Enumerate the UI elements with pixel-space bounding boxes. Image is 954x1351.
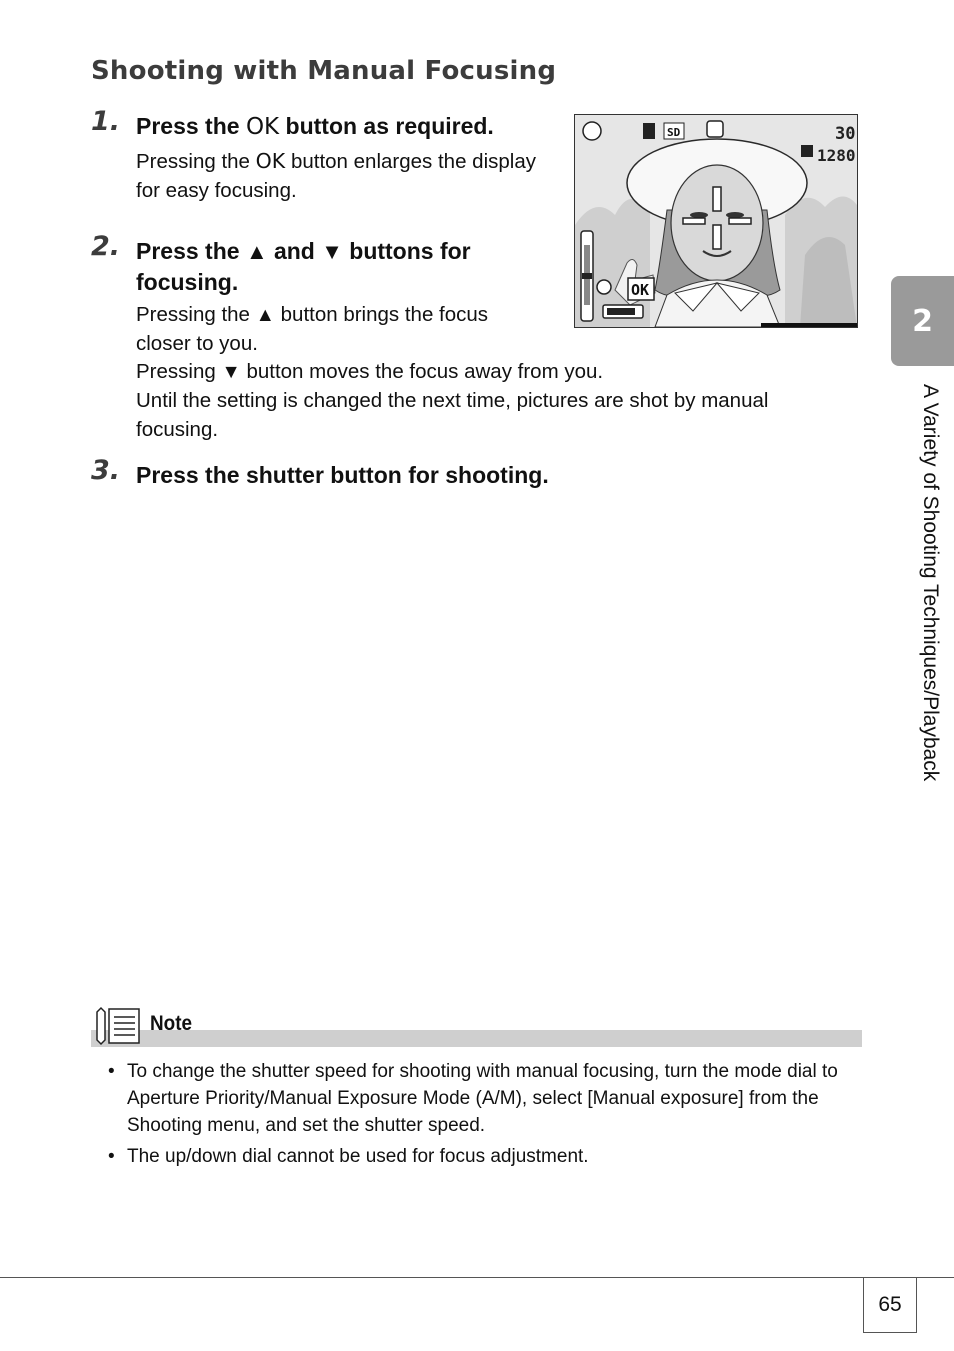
remaining-shots: 30 [835,124,856,144]
step-1-body: Pressing the OK button enlarges the display for easy focusing. [136,149,536,202]
note-label: Note [150,1012,193,1035]
step-2-heading: Press the ▲ and ▼ buttons for focusing. [136,238,471,295]
chapter-tab: 2 [891,276,954,366]
chapter-title: A Variety of Shooting Techniques/Playback [919,384,942,782]
step-3-heading: Press the shutter button for shooting. [136,462,549,488]
footer-divider [0,1277,954,1278]
step-2-body: Pressing the ▲ button brings the focus closer to you. Pressing ▼ button moves the focus away from you. Until the setting is changed the next time, pictures are shot by manual focusing. [136,303,769,441]
step-3-number: 3. [91,455,121,486]
section-title: Shooting with Manual Focusing [91,56,557,86]
note-header-bar [91,1030,862,1047]
step-1-heading: Press the OK button as required. [136,113,494,140]
screen-ok-label: OK [631,281,650,299]
camera-screen-illustration [574,114,858,328]
note-item: • The up/down dial cannot be used for focus adjustment. [108,1143,868,1170]
note-icon [95,1006,143,1046]
page-number: 65 [863,1277,917,1333]
step-2-number: 2. [91,231,121,262]
card-label: SD [667,126,681,139]
image-size: 1280 [817,146,856,165]
step-1-number: 1. [91,106,121,137]
note-list [108,1058,868,1174]
note-item: • To change the shutter speed for shooting with manual focusing, turn the mode dial to Aperture Priority/Manual Exposure Mode (A/M), select [Manual exposure] from the Shooting menu, and set the shutter speed. [108,1058,868,1139]
